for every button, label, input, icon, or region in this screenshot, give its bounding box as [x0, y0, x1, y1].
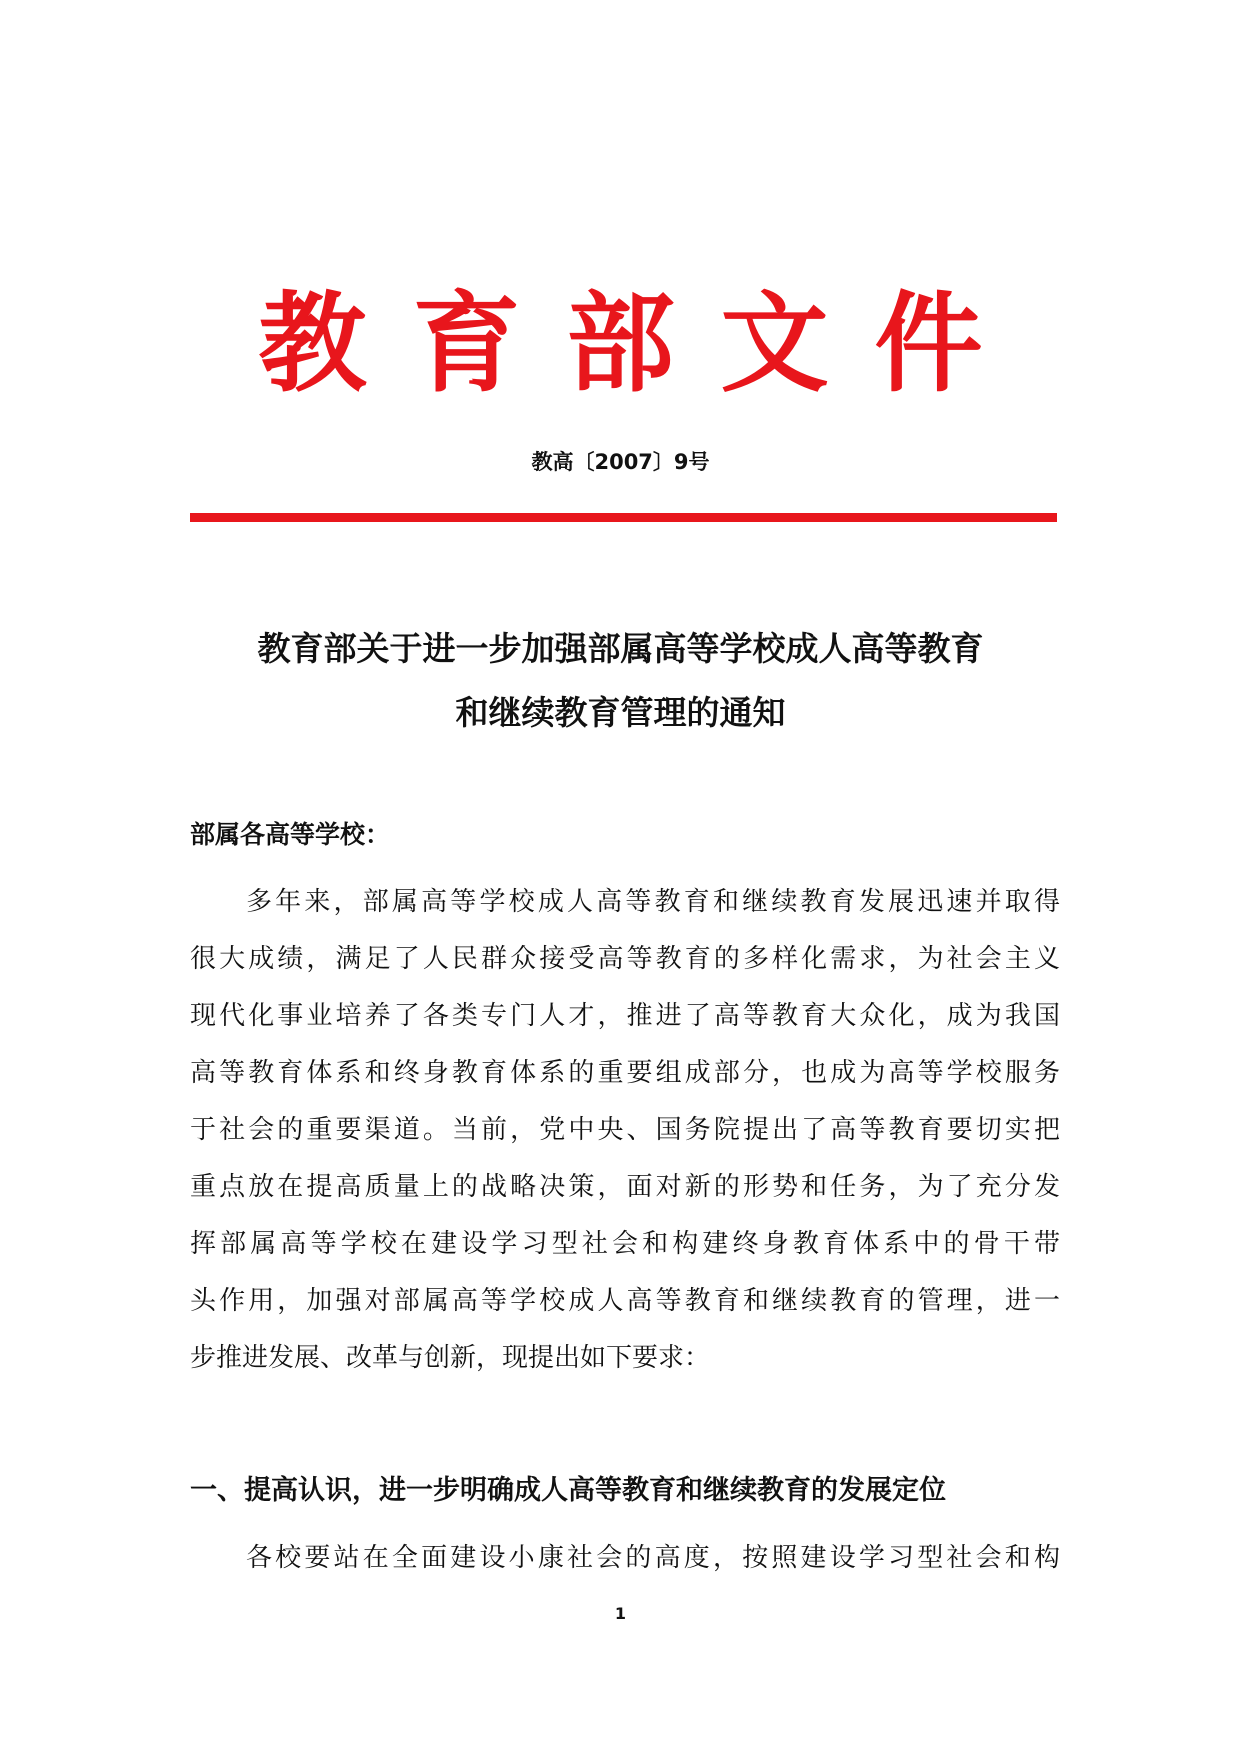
document-title	[150, 617, 1091, 745]
paragraph-line: 很大成绩，满足了人民群众接受高等教育的多样化需求，为社会主义	[190, 944, 1060, 974]
header-red-rule	[190, 513, 1057, 522]
document-header-title: 教育部文件	[258, 282, 1029, 407]
paragraph-line: 重点放在提高质量上的战略决策，面对新的形势和任务，为了充分发	[190, 1172, 1060, 1202]
paragraph-line: 挥部属高等学校在建设学习型社会和构建终身教育体系中的骨干带	[190, 1229, 1060, 1259]
page-number: 1	[614, 1604, 627, 1623]
document-title-line-1: 教育部关于进一步加强部属高等学校成人高等教育	[257, 629, 984, 668]
paragraph-line: 步推进发展、改革与创新，现提出如下要求：	[190, 1343, 711, 1373]
paragraph-line: 于社会的重要渠道。当前，党中央、国务院提出了高等教育要切实把	[190, 1115, 1060, 1145]
document-number: 教高〔2007〕9号	[531, 450, 710, 474]
salutation: 部属各高等学校：	[190, 820, 391, 849]
paragraph-line: 现代化事业培养了各类专门人才，推进了高等教育大众化，成为我国	[190, 1001, 1060, 1031]
paragraph-line: 多年来，部属高等学校成人高等教育和继续教育发展迅速并取得	[246, 887, 1060, 917]
paragraph-line: 头作用，加强对部属高等学校成人高等教育和继续教育的管理，进一	[190, 1286, 1060, 1316]
document-title-line-2: 和继续教育管理的通知	[455, 693, 786, 732]
paragraph-line: 各校要站在全面建设小康社会的高度，按照建设学习型社会和构	[246, 1543, 1060, 1573]
section-1-heading: 一、提高认识，进一步明确成人高等教育和继续教育的发展定位	[190, 1475, 946, 1506]
paragraph-line: 高等教育体系和终身教育体系的重要组成部分，也成为高等学校服务	[190, 1058, 1060, 1088]
